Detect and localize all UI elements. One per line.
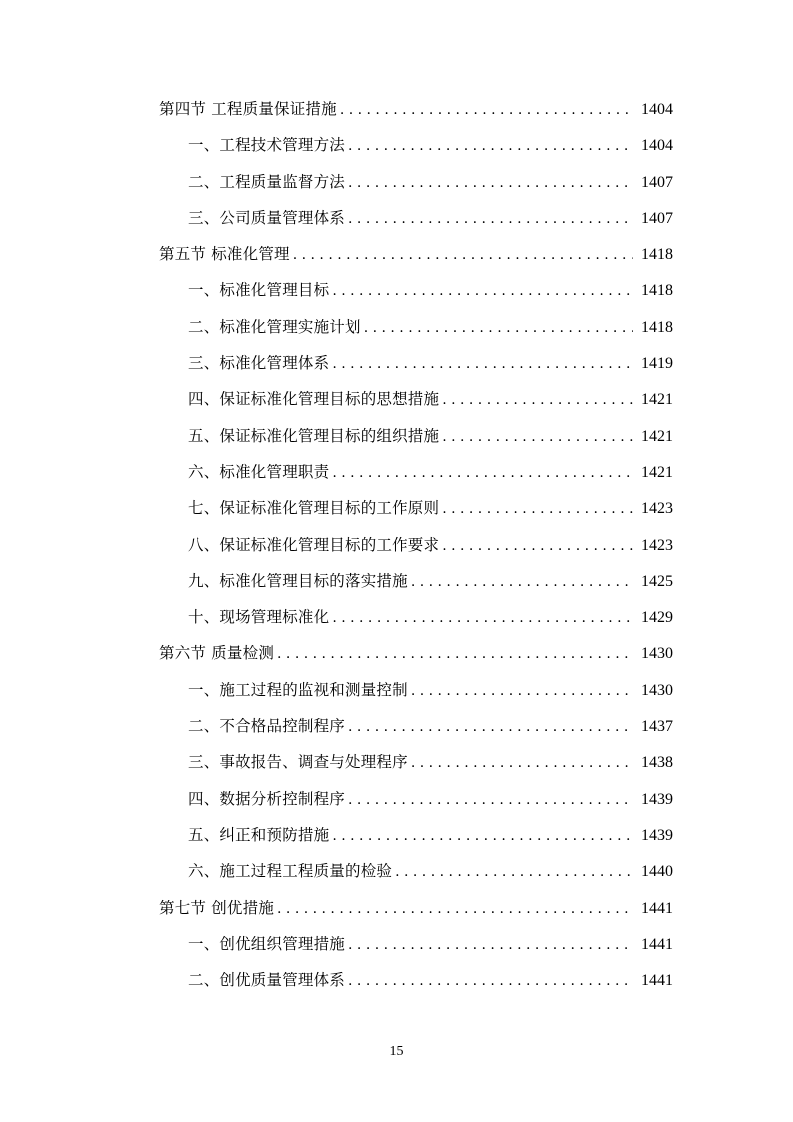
page-number: 15 <box>389 1044 404 1059</box>
toc-subsection-entry[interactable] <box>159 345 673 381</box>
toc-subsection-entry[interactable] <box>159 853 673 889</box>
toc-dot-leader <box>340 92 633 128</box>
toc-entry-label: 一、施工过程的监视和测量控制 <box>188 680 408 699</box>
toc-entry-page: 1418 <box>641 282 673 300</box>
toc-entry-page: 1407 <box>641 173 673 191</box>
toc-subsection-entry[interactable] <box>159 744 673 780</box>
toc-entry-label: 七、保证标准化管理目标的工作原则 <box>188 499 440 518</box>
toc-entry-label: 四、保证标准化管理目标的思想措施 <box>188 390 440 409</box>
toc-entry-label: 三、标准化管理体系 <box>188 354 330 373</box>
toc-entry-label: 四、数据分析控制程序 <box>188 789 346 808</box>
toc-entry-page: 1441 <box>641 972 673 990</box>
toc-subsection-entry[interactable] <box>159 272 673 308</box>
toc-dot-leader <box>348 709 633 745</box>
toc-subsection-entry[interactable] <box>159 490 673 526</box>
toc-dot-leader <box>411 564 633 600</box>
toc-entry-page: 1421 <box>641 463 673 481</box>
toc-dot-leader <box>442 419 633 455</box>
toc-entry-page: 1418 <box>641 318 673 336</box>
toc-subsection-entry[interactable] <box>159 164 673 200</box>
toc-dot-leader <box>293 237 633 273</box>
toc-subsection-entry[interactable] <box>159 599 673 635</box>
toc-entry-page: 1439 <box>641 790 673 808</box>
toc-entry-label: 一、标准化管理目标 <box>188 281 330 300</box>
toc-subsection-entry[interactable] <box>159 418 673 454</box>
toc-entry-page: 1439 <box>641 826 673 844</box>
toc-subsection-entry[interactable] <box>159 454 673 490</box>
toc-entry-label: 第六节 质量检测 <box>159 644 275 663</box>
toc-entry-label: 二、工程质量监督方法 <box>188 172 346 191</box>
toc-dot-leader <box>348 128 633 164</box>
toc-dot-leader <box>277 891 633 927</box>
toc-subsection-entry[interactable] <box>159 563 673 599</box>
toc-entry-page: 1407 <box>641 209 673 227</box>
toc-entry-page: 1430 <box>641 645 673 663</box>
toc-entry-label: 二、不合格品控制程序 <box>188 717 346 736</box>
toc-entry-label: 六、标准化管理职责 <box>188 462 330 481</box>
toc-entry-page: 1421 <box>641 427 673 445</box>
toc-entry-page: 1423 <box>641 536 673 554</box>
toc-entry-page: 1441 <box>641 899 673 917</box>
toc-entry-label: 三、公司质量管理体系 <box>188 208 346 227</box>
toc-subsection-entry[interactable] <box>159 817 673 853</box>
toc-subsection-entry[interactable] <box>159 672 673 708</box>
toc-entry-label: 六、施工过程工程质量的检验 <box>188 862 393 881</box>
toc-dot-leader <box>348 963 633 999</box>
toc-entry-label: 第七节 创优措施 <box>159 898 275 917</box>
toc-dot-leader <box>348 201 633 237</box>
toc-section-entry[interactable] <box>159 635 673 671</box>
toc-entry-label: 九、标准化管理目标的落实措施 <box>188 571 408 590</box>
toc-dot-leader <box>348 927 633 963</box>
toc-dot-leader <box>442 382 633 418</box>
toc-dot-leader <box>442 491 633 527</box>
toc-entry-page: 1425 <box>641 572 673 590</box>
toc-dot-leader <box>332 818 633 854</box>
toc-entry-label: 八、保证标准化管理目标的工作要求 <box>188 535 440 554</box>
toc-dot-leader <box>348 165 633 201</box>
toc-entry-label: 五、纠正和预防措施 <box>188 825 330 844</box>
toc-dot-leader <box>348 782 633 818</box>
table-of-contents <box>159 91 673 998</box>
toc-entry-label: 十、现场管理标准化 <box>188 608 330 627</box>
toc-entry-page: 1429 <box>641 609 673 627</box>
toc-entry-page: 1419 <box>641 355 673 373</box>
toc-entry-page: 1423 <box>641 500 673 518</box>
toc-entry-label: 第五节 标准化管理 <box>159 245 290 264</box>
toc-entry-label: 二、创优质量管理体系 <box>188 971 346 990</box>
toc-entry-page: 1421 <box>641 391 673 409</box>
toc-dot-leader <box>332 273 633 309</box>
toc-entry-page: 1437 <box>641 718 673 736</box>
toc-dot-leader <box>442 528 633 564</box>
toc-dot-leader <box>411 673 633 709</box>
toc-section-entry[interactable] <box>159 91 673 127</box>
toc-dot-leader <box>332 346 633 382</box>
toc-dot-leader <box>277 636 633 672</box>
toc-subsection-entry[interactable] <box>159 708 673 744</box>
toc-subsection-entry[interactable] <box>159 926 673 962</box>
toc-dot-leader <box>411 745 633 781</box>
toc-entry-page: 1404 <box>641 101 673 118</box>
toc-dot-leader <box>332 455 633 491</box>
toc-subsection-entry[interactable] <box>159 962 673 998</box>
toc-subsection-entry[interactable] <box>159 127 673 163</box>
toc-subsection-entry[interactable] <box>159 309 673 345</box>
toc-subsection-entry[interactable] <box>159 781 673 817</box>
toc-dot-leader <box>395 854 633 890</box>
toc-dot-leader <box>332 600 633 636</box>
toc-entry-label: 五、保证标准化管理目标的组织措施 <box>188 426 440 445</box>
toc-dot-leader <box>364 310 633 346</box>
toc-entry-page: 1438 <box>641 754 673 772</box>
toc-entry-page: 1404 <box>641 137 673 155</box>
toc-subsection-entry[interactable] <box>159 527 673 563</box>
toc-entry-label: 一、工程技术管理方法 <box>188 136 346 155</box>
toc-entry-page: 1418 <box>641 246 673 264</box>
toc-entry-label: 三、事故报告、调查与处理程序 <box>188 753 408 772</box>
toc-entry-label: 第四节 工程质量保证措施 <box>159 100 337 118</box>
toc-entry-label: 二、标准化管理实施计划 <box>188 317 361 336</box>
toc-entry-page: 1440 <box>641 863 673 881</box>
toc-section-entry[interactable] <box>159 890 673 926</box>
toc-subsection-entry[interactable] <box>159 381 673 417</box>
toc-section-entry[interactable] <box>159 236 673 272</box>
toc-entry-label: 一、创优组织管理措施 <box>188 934 346 953</box>
toc-entry-page: 1441 <box>641 935 673 953</box>
toc-entry-page: 1430 <box>641 681 673 699</box>
toc-subsection-entry[interactable] <box>159 200 673 236</box>
